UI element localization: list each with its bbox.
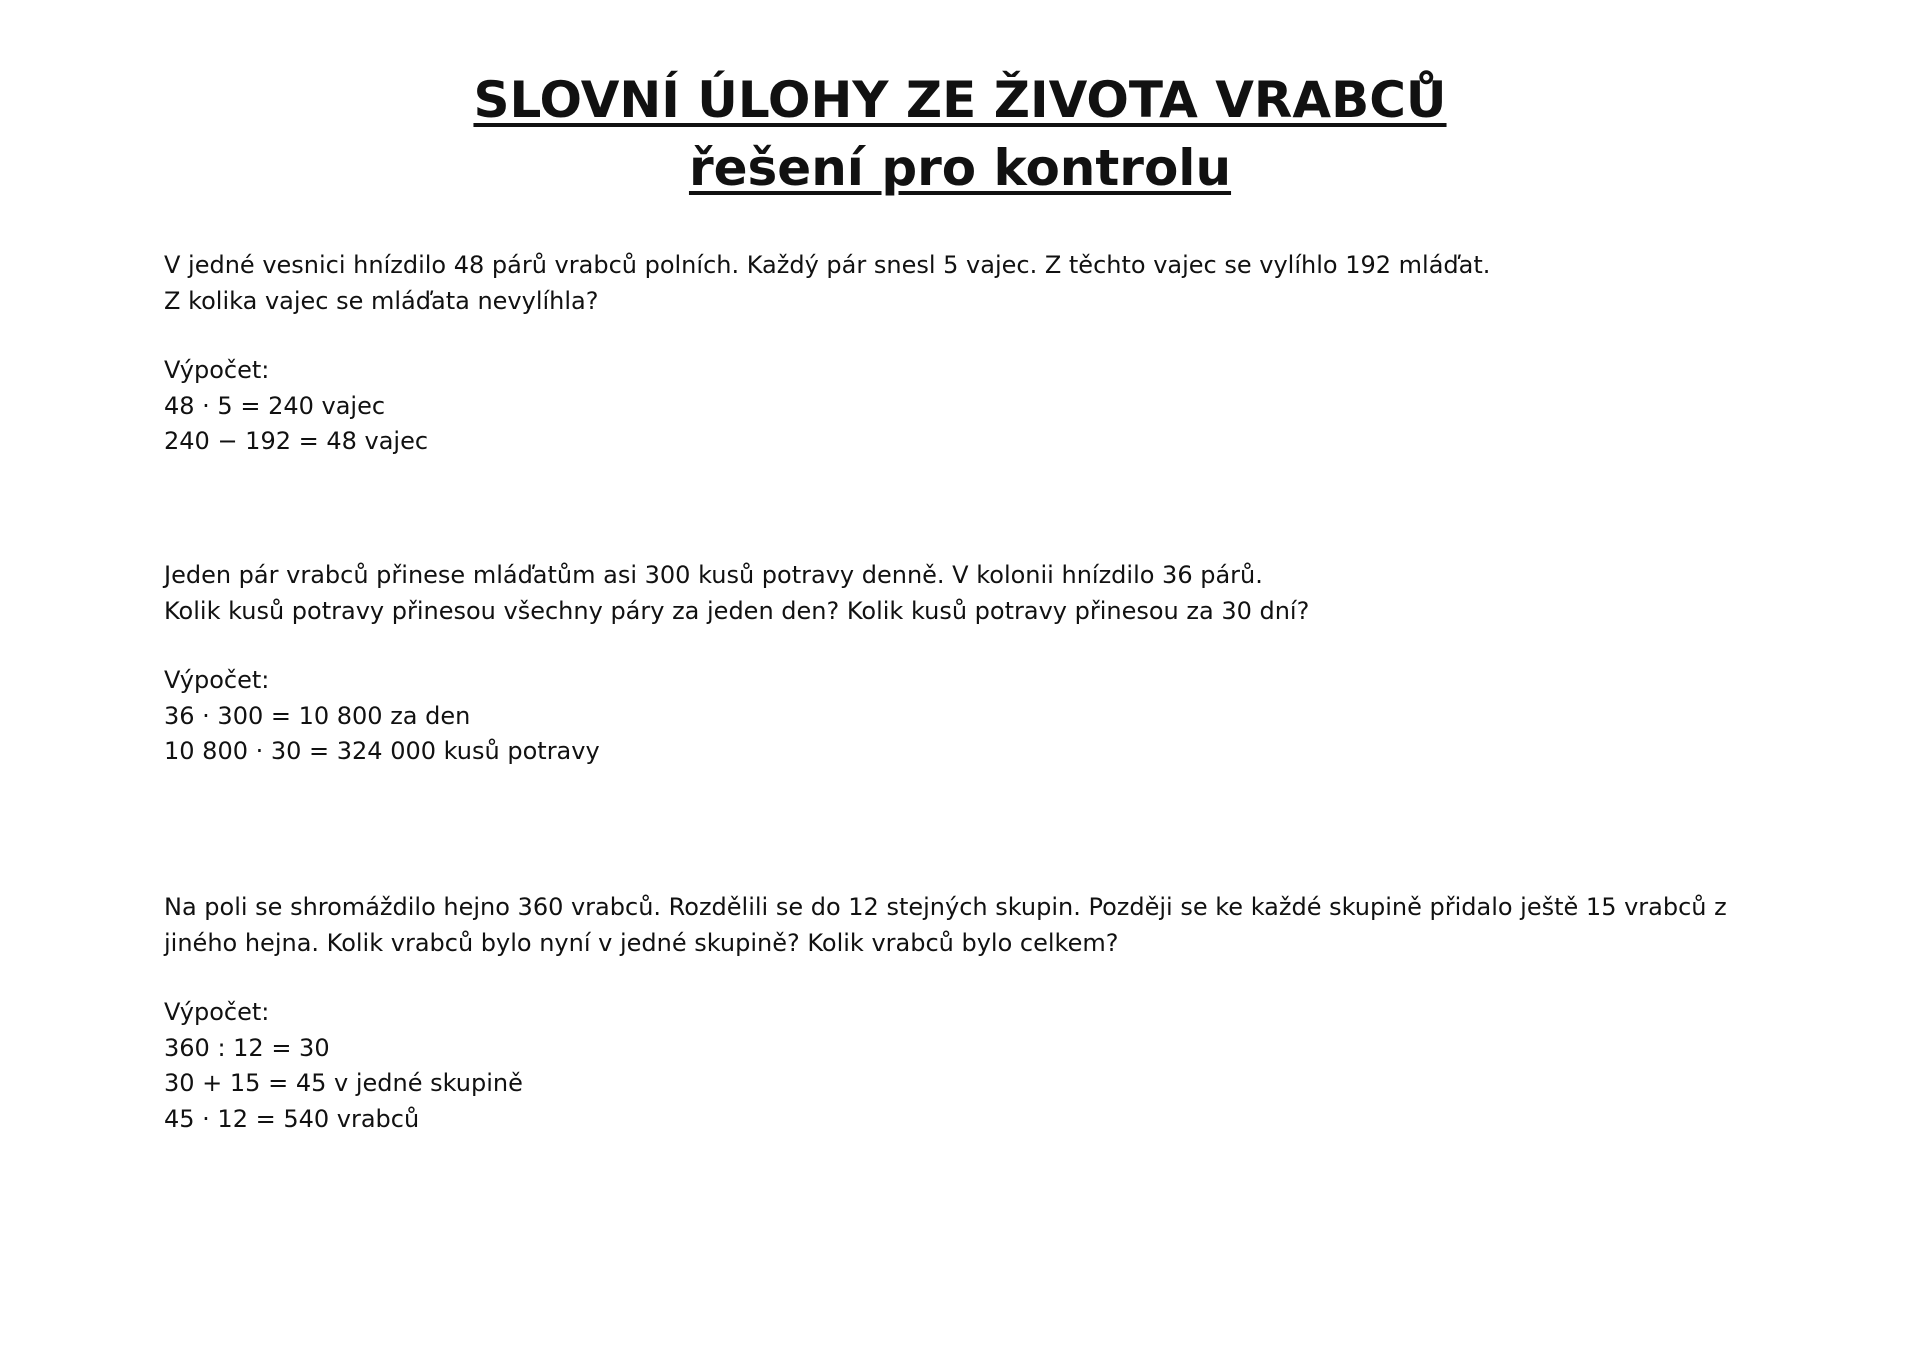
calculation-label: Výpočet: <box>164 356 270 384</box>
problem-text <box>164 558 1704 629</box>
problem-2 <box>164 558 1704 770</box>
calculation-line: 30 + 15 = 45 v jedné skupině <box>164 1069 523 1097</box>
problem-text <box>164 248 1704 319</box>
problem-text <box>164 890 1727 961</box>
calculation-line: 10 800 · 30 = 324 000 kusů potravy <box>164 737 600 765</box>
calculation <box>164 663 1704 770</box>
problem-text-line: Na poli se shromáždilo hejno 360 vrabců. Rozdělili se do 12 stejných skupin. Později se ke každé skupině přidalo ještě 15 vrabců z <box>164 893 1727 921</box>
problem-3 <box>164 890 1727 1137</box>
title-line-1: SLOVNÍ ÚLOHY ZE ŽIVOTA VRABCŮ <box>473 71 1447 129</box>
calculation-line: 240 − 192 = 48 vajec <box>164 427 429 455</box>
problem-text-line: Kolik kusů potravy přinesou všechny páry za jeden den? Kolik kusů potravy přinesou za 30 dní? <box>164 596 1310 625</box>
calculation-line: 48 · 5 = 240 vajec <box>164 391 386 420</box>
problem-1 <box>164 248 1704 460</box>
calculation-label: Výpočet: <box>164 666 270 694</box>
calculation-line: 45 · 12 = 540 vrabců <box>164 1104 420 1133</box>
problem-text-line: Jeden pár vrabců přinese mláďatům asi 300 kusů potravy denně. V kolonii hnízdilo 36 párů. <box>164 561 1263 589</box>
calculation-label: Výpočet: <box>164 998 270 1026</box>
calculation-line: 36 · 300 = 10 800 za den <box>164 701 471 730</box>
problem-text-line: Z kolika vajec se mláďata nevylíhla? <box>164 286 599 315</box>
calculation-line: 360 : 12 = 30 <box>164 1033 330 1062</box>
page-title <box>0 66 1920 202</box>
calculation <box>164 995 1704 1137</box>
calculation <box>164 353 1704 460</box>
problem-text-line: V jedné vesnici hnízdilo 48 párů vrabců polních. Každý pár snesl 5 vajec. Z těchto vajec se vylíhlo 192 mláďat. <box>164 251 1491 279</box>
title-line-2: řešení pro kontrolu <box>688 139 1232 197</box>
problem-text-line: jiného hejna. Kolik vrabců bylo nyní v jedné skupině? Kolik vrabců bylo celkem? <box>164 928 1119 957</box>
